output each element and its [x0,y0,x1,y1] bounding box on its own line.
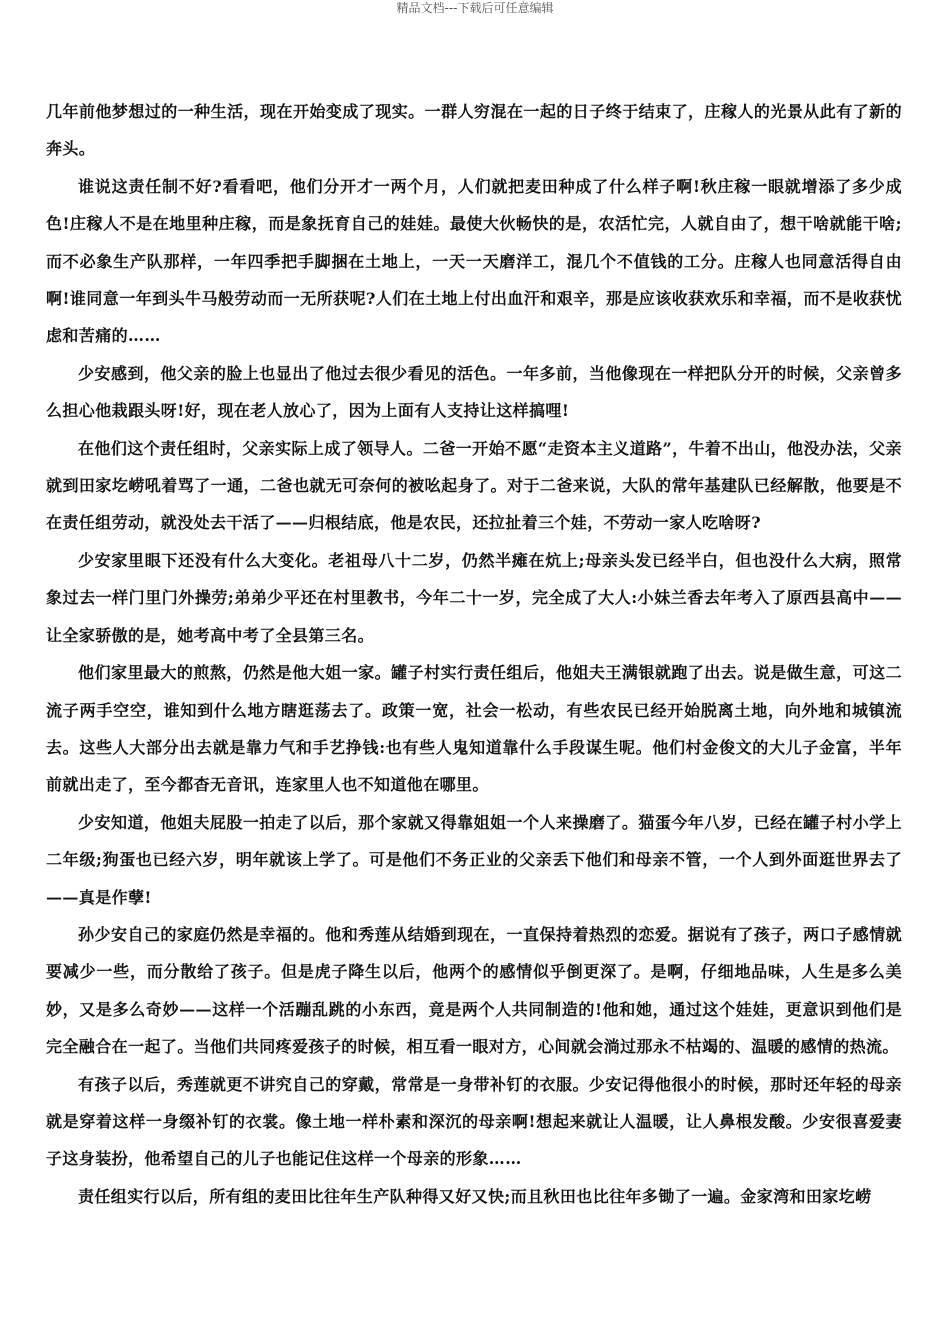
paragraph: 他们家里最大的煎熬，仍然是他大姐一家。罐子村实行责任组后，他姐夫王满银就跑了出去。说是做生意，可这二流子两手空空，谁知到什么地方瞎逛荡去了。政策一宽，社会一松动，有些农民已经开始脱离土地，向外地和城镇流去。这些人大部分出去就是靠力气和手艺挣钱:也有些人鬼知道靠什么手段谋生呢。他们村金俊文的大儿子金富，半年前就出走了，至今都杳无音讯，连家里人也不知道他在哪里。 [46,663,902,795]
paragraph: 责任组实行以后，所有组的麦田比往年生产队种得又好又快;而且秋田也比往年多锄了一遍。金家湾和田家圪崂 [78,1186,872,1206]
paragraph: 有孩子以后，秀莲就更不讲究自己的穿戴，常常是一身带补钉的衣服。少安记得他很小的时候，那时还年轻的母亲就是穿着这样一身缀补钉的衣裳。像土地一样朴素和深沉的母亲啊!想起来就让人温暖，让人鼻根发酸。少安很喜爱妻子这身装扮，他希望自己的儿子也能记住这样一个母亲的形象…… [46,1074,902,1169]
paragraph: 在他们这个责任组时，父亲实际上成了领导人。二爸一开始不愿“走资本主义道路”，牛着不出山，他没办法，父亲就到田家圪崂吼着骂了一通，二爸也就无可奈何的被吆起身了。对于二爸来说，大队的常年基建队已经解散，他要是不在责任组劳动，就没处去干活了——归根结底，他是农民，还拉扯着三个娃，不劳动一家人吃啥呀? [46,438,902,533]
paragraph: 几年前他梦想过的一种生活，现在开始变成了现实。一群人穷混在一起的日子终于结束了，庄稼人的光景从此有了新的奔头。 [46,102,902,159]
paragraph: 少安感到，他父亲的脸上也显出了他过去很少看见的活色。一年多前，当他像现在一样把队分开的时候，父亲曾多么担心他栽跟头呀!好，现在老人放心了，因为上面有人支持让这样搞哩! [46,363,902,421]
paragraph: 孙少安自己的家庭仍然是幸福的。他和秀莲从结婚到现在，一直保持着热烈的恋爱。据说有了孩子，两口子感情就要减少一些，而分散给了孩子。但是虎子降生以后，他两个的感情似乎倒更深了。是啊，仔细地品味，人生是多么美妙，又是多么奇妙——这样一个活蹦乱跳的小东西，竟是两个人共同制造的!他和她，通过这个娃娃，更意识到他们是完全融合在一起了。当他们共同疼爱孩子的时候，相互看一眼对方，心间就会淌过那永不枯竭的、温暖的感情的热流。 [46,924,902,1057]
paragraph: 谁说这责任制不好?看看吧，他们分开才一两个月，人们就把麦田种成了什么样子啊!秋庄稼一眼就增添了多少成色!庄稼人不是在地里种庄稼，而是象抚育自己的娃娃。最使大伙畅快的是，农活忙完，人就自由了，想干啥就能干啥;而不必象生产队那样，一年四季把手脚捆在土地上，一天一天磨洋工，混几个不值钱的工分。庄稼人也同意活得自由啊!谁同意一年到头牛马般劳动而一无所获呢?人们在土地上付出血汗和艰辛，那是应该收获欢乐和幸福，而不是收获忧虑和苦痛的…… [46,176,902,346]
document-body [46,93,902,1215]
page-header: 精品文档---下载后可任意编辑 [396,1,554,15]
paragraph: 少安家里眼下还没有什么大变化。老祖母八十二岁，仍然半瘫在炕上;母亲头发已经半白，但也没什么大病，照常象过去一样门里门外操劳;弟弟少平还在村里教书，今年二十一岁，完全成了大人:小妹兰香去年考入了原西县高中——让全家骄傲的是，她考高中考了全县第三名。 [46,550,902,645]
paragraph: 少安知道，他姐夫屁股一拍走了以后，那个家就又得靠姐姐一个人来操磨了。猫蛋今年八岁，已经在罐子村小学上二年级;狗蛋也已经六岁，明年就该上学了。可是他们不务正业的父亲丢下他们和母亲不管，一个人到外面逛世界去了——真是作孽! [46,812,902,907]
